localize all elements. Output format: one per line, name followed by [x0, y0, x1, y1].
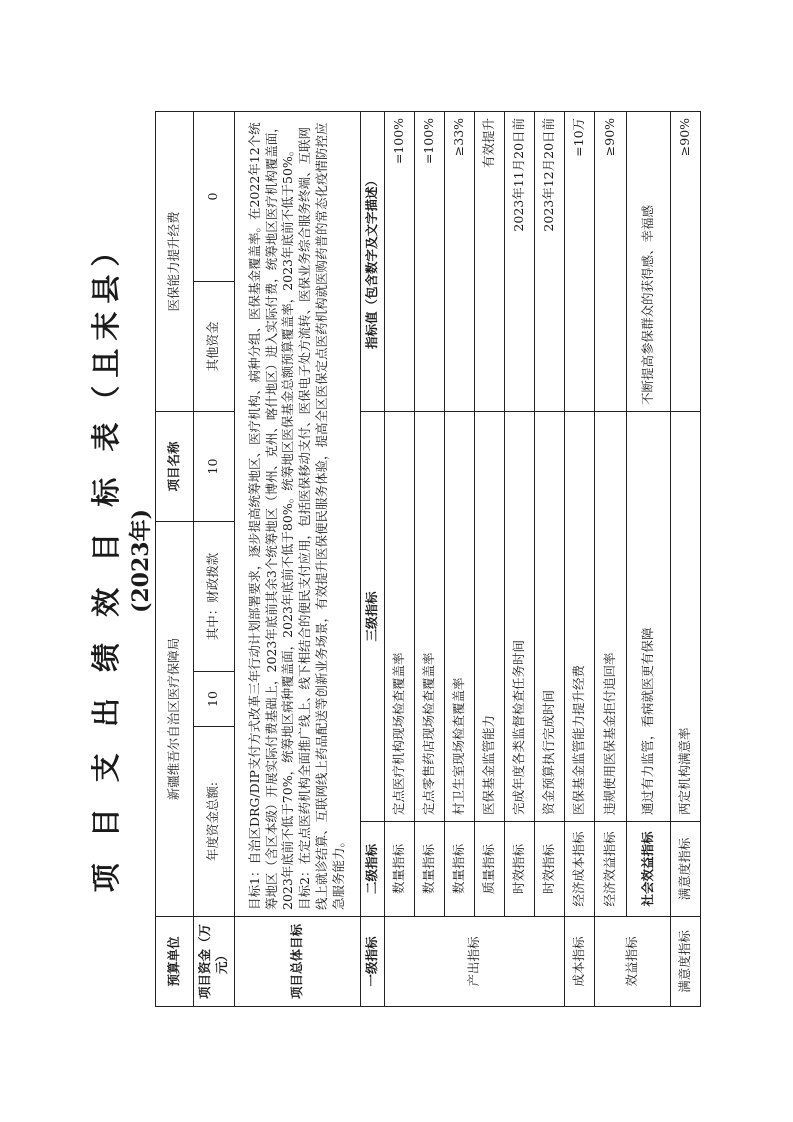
- level3-cell: 村卫生室现场检查覆盖率: [444, 411, 474, 821]
- level3-cell: 通过有力监管，看病就医更有保障: [626, 411, 670, 821]
- indicator-value-cell: =100%: [384, 111, 414, 411]
- level2-cell: 社会效益指标: [626, 822, 670, 917]
- overall-goal-text: 目标1：自治区DRG/DIP支付方式改革三年行动计划部署要求，逐步提高统筹地区、医疗机构、病种分组、医保基金覆盖率。在2022年12个统筹地区（含区本级）开展实际付费基础上，2023年底前其余3个统筹地区（博州、克州、喀什地区）进入实际付费，统筹地区医疗机构覆盖面，2023年底前不低于70%，统筹地区病种覆盖面，2023年底前不低于80%。统筹地区医保基金总额预算覆盖率，2023年底前不低于50%。 目标2：在定点医药机构全面推广线上、线下相结合的便民支付应用，包括医保移动支付、医保电子处方流转、医保业务综合服务终端、互联网线上就诊结算、互联网线上药品配送等创新业务场景，有效提升医保便民服务体验，提高全区医保定点医药机构就医购药普的常态化疫情防控应急服务能力。: [234, 111, 360, 916]
- level1-header: 一级指标: [360, 917, 384, 1007]
- level3-cell: 两定机构满意率: [670, 411, 700, 821]
- other-funds-value: 0: [194, 111, 235, 281]
- table-row: [594, 111, 626, 1006]
- level2-header: 二级指标: [360, 822, 384, 917]
- level1-cost-indicator: 成本指标: [564, 917, 594, 1007]
- project-name-value: 医保能力提升经费: [156, 111, 194, 411]
- indicator-value-cell: =100%: [414, 111, 444, 411]
- level1-output-indicator: 产出指标: [384, 917, 564, 1007]
- overall-goal-label: 项目总体目标: [234, 917, 360, 1007]
- indicator-value-header: 指标值（包含数字及文字描述）: [360, 111, 384, 411]
- table-row: [534, 111, 564, 1006]
- level1-satisfaction-indicator: 满意度指标: [670, 917, 700, 1007]
- table-row: [384, 111, 414, 1006]
- level3-cell: 定点医疗机构现场检查覆盖率: [384, 411, 414, 821]
- indicator-value-cell: 不断提高参保群众的获得感、幸福感: [626, 111, 670, 411]
- overall-goal-row: [234, 111, 360, 1006]
- indicator-value-cell: ≥33%: [444, 111, 474, 411]
- indicator-value-cell: 2023年12月20日前: [534, 111, 564, 411]
- table-row: [626, 111, 670, 1006]
- document-year: (2023年): [128, 508, 154, 614]
- level2-cell: 经济成本指标: [564, 822, 594, 917]
- level1-benefit-indicator: 效益指标: [594, 917, 670, 1007]
- level3-header: 三级指标: [360, 411, 384, 821]
- document-title: 项 目 支 出 绩 效 目 标 表（且末县）: [89, 229, 123, 893]
- level2-cell: 质量指标: [474, 822, 504, 917]
- indicator-value-cell: 2023年11月20日前: [504, 111, 534, 411]
- indicator-header-row: [360, 111, 384, 1006]
- level3-cell: 违规使用医保基金拒付追回率: [594, 411, 626, 821]
- indicator-value-cell: =10万: [564, 111, 594, 411]
- level2-cell: 时效指标: [534, 822, 564, 917]
- fiscal-allocation-label: 其中：财政拨款: [194, 521, 235, 671]
- funds-row: [194, 111, 235, 1006]
- indicator-value-cell: 有效提升: [474, 111, 504, 411]
- table-row: [414, 111, 444, 1006]
- table-row: [564, 111, 594, 1006]
- level2-cell: 满意度指标: [670, 822, 700, 917]
- table-row: [504, 111, 534, 1006]
- level3-cell: 医保基金监管能力: [474, 411, 504, 821]
- fiscal-allocation-value: 10: [194, 411, 235, 521]
- budget-unit-row: [156, 111, 194, 1006]
- table-row: [444, 111, 474, 1006]
- level3-cell: 完成年度各类监督检查任务时间: [504, 411, 534, 821]
- annual-total-label: 年度资金总额:: [194, 727, 235, 917]
- other-funds-label: 其他资金: [194, 281, 235, 411]
- level2-cell: 数量指标: [384, 822, 414, 917]
- table-row: [474, 111, 504, 1006]
- annual-total-value: 10: [194, 672, 235, 727]
- level2-cell: 数量指标: [414, 822, 444, 917]
- level3-cell: 定点零售药店现场检查覆盖率: [414, 411, 444, 821]
- level2-cell: 数量指标: [444, 822, 474, 917]
- project-name-label: 项目名称: [156, 411, 194, 521]
- level3-cell: 医保基金监管能力提升经费: [564, 411, 594, 821]
- funds-label: 项目资金（万元）: [194, 917, 235, 1007]
- indicator-value-cell: ≥90%: [594, 111, 626, 411]
- indicator-value-cell: ≥90%: [670, 111, 700, 411]
- performance-target-table: [155, 111, 701, 1007]
- level2-cell: 时效指标: [504, 822, 534, 917]
- budget-unit-value: 新疆维吾尔自治区医疗保障局: [156, 521, 194, 916]
- budget-unit-label: 预算单位: [156, 917, 194, 1007]
- level2-cell: 经济效益指标: [594, 822, 626, 917]
- level3-cell: 资金预算执行完成时间: [534, 411, 564, 821]
- table-row: [670, 111, 700, 1006]
